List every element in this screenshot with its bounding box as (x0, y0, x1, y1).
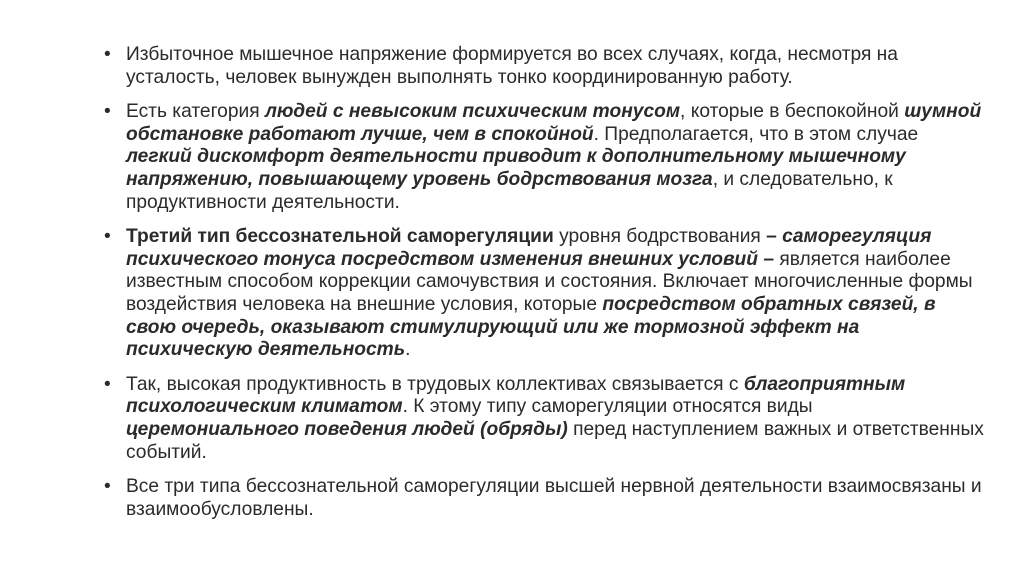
bullet-text: . К этому типу саморегуляции относятся виды (402, 396, 813, 418)
emphasis-text: людей с невысоким психическим тонусом (264, 101, 681, 123)
bullet-dot: • (104, 373, 111, 395)
bullet-dot: • (104, 44, 111, 65)
bullet-text: уровня бодрствования (553, 226, 767, 248)
emphasis-text: шумной обстановке работают лучше, чем в спокойной (126, 101, 982, 145)
bullet-text: перед наступлением важных и ответственных событий. (126, 418, 984, 463)
bold-text: Третий тип бессознательной саморегуляции (126, 226, 554, 248)
emphasis-text: благоприятным психологическим климатом (126, 373, 906, 418)
bullet-dot: • (104, 101, 111, 123)
bullet-text: . Предполагается, что в этом случае (593, 123, 919, 145)
bullet-text: , и следовательно, к продуктивности деятельности. (126, 168, 893, 213)
bullet-item (104, 374, 984, 464)
bullet-dot: • (104, 476, 111, 498)
bullet-item (104, 101, 984, 214)
emphasis-text: легкий дискомфорт деятельности приводит к дополнительному мышечному напряжению, повышающему уровень бодрствования мозга (126, 146, 906, 190)
bullet-item (104, 44, 984, 89)
bullet-text: Избыточное мышечное напряжение формируется во всех случаях, когда, несмотря на усталость, человек вынужден выполнять тонко координированную работу. (126, 44, 898, 88)
bullet-list (104, 44, 984, 521)
bold-text: – (758, 248, 775, 270)
bullet-item (104, 476, 984, 521)
bullet-text: Все три типа бессознательной саморегуляции высшей нервной деятельности взаимосвязаны и взаимообусловлены. (126, 476, 982, 520)
bullet-text: является наиболее известным способом коррекции самочувствия и состояния. Включает многочисленные формы воздействия человека на внешние условия, которые (126, 248, 973, 315)
bullet-item (104, 226, 984, 362)
emphasis-text: церемониального поведения людей (обряды) (126, 418, 568, 440)
bullet-text: Так, высокая продуктивность в трудовых коллективах связывается с (126, 373, 744, 395)
bullet-text: Есть категория (126, 101, 265, 123)
emphasis-text: саморегуляция психического тонуса посредством изменения внешних условий (126, 226, 932, 270)
bullet-text: , которые в беспокойной (680, 101, 905, 123)
bullet-dot: • (104, 226, 111, 248)
bullet-text: . (405, 339, 411, 361)
emphasis-text: посредством обратных связей, в свою очередь, оказывают стимулирующий или же тормозной эффект на психическую деятельность (126, 293, 936, 361)
bold-text: – (766, 226, 783, 248)
